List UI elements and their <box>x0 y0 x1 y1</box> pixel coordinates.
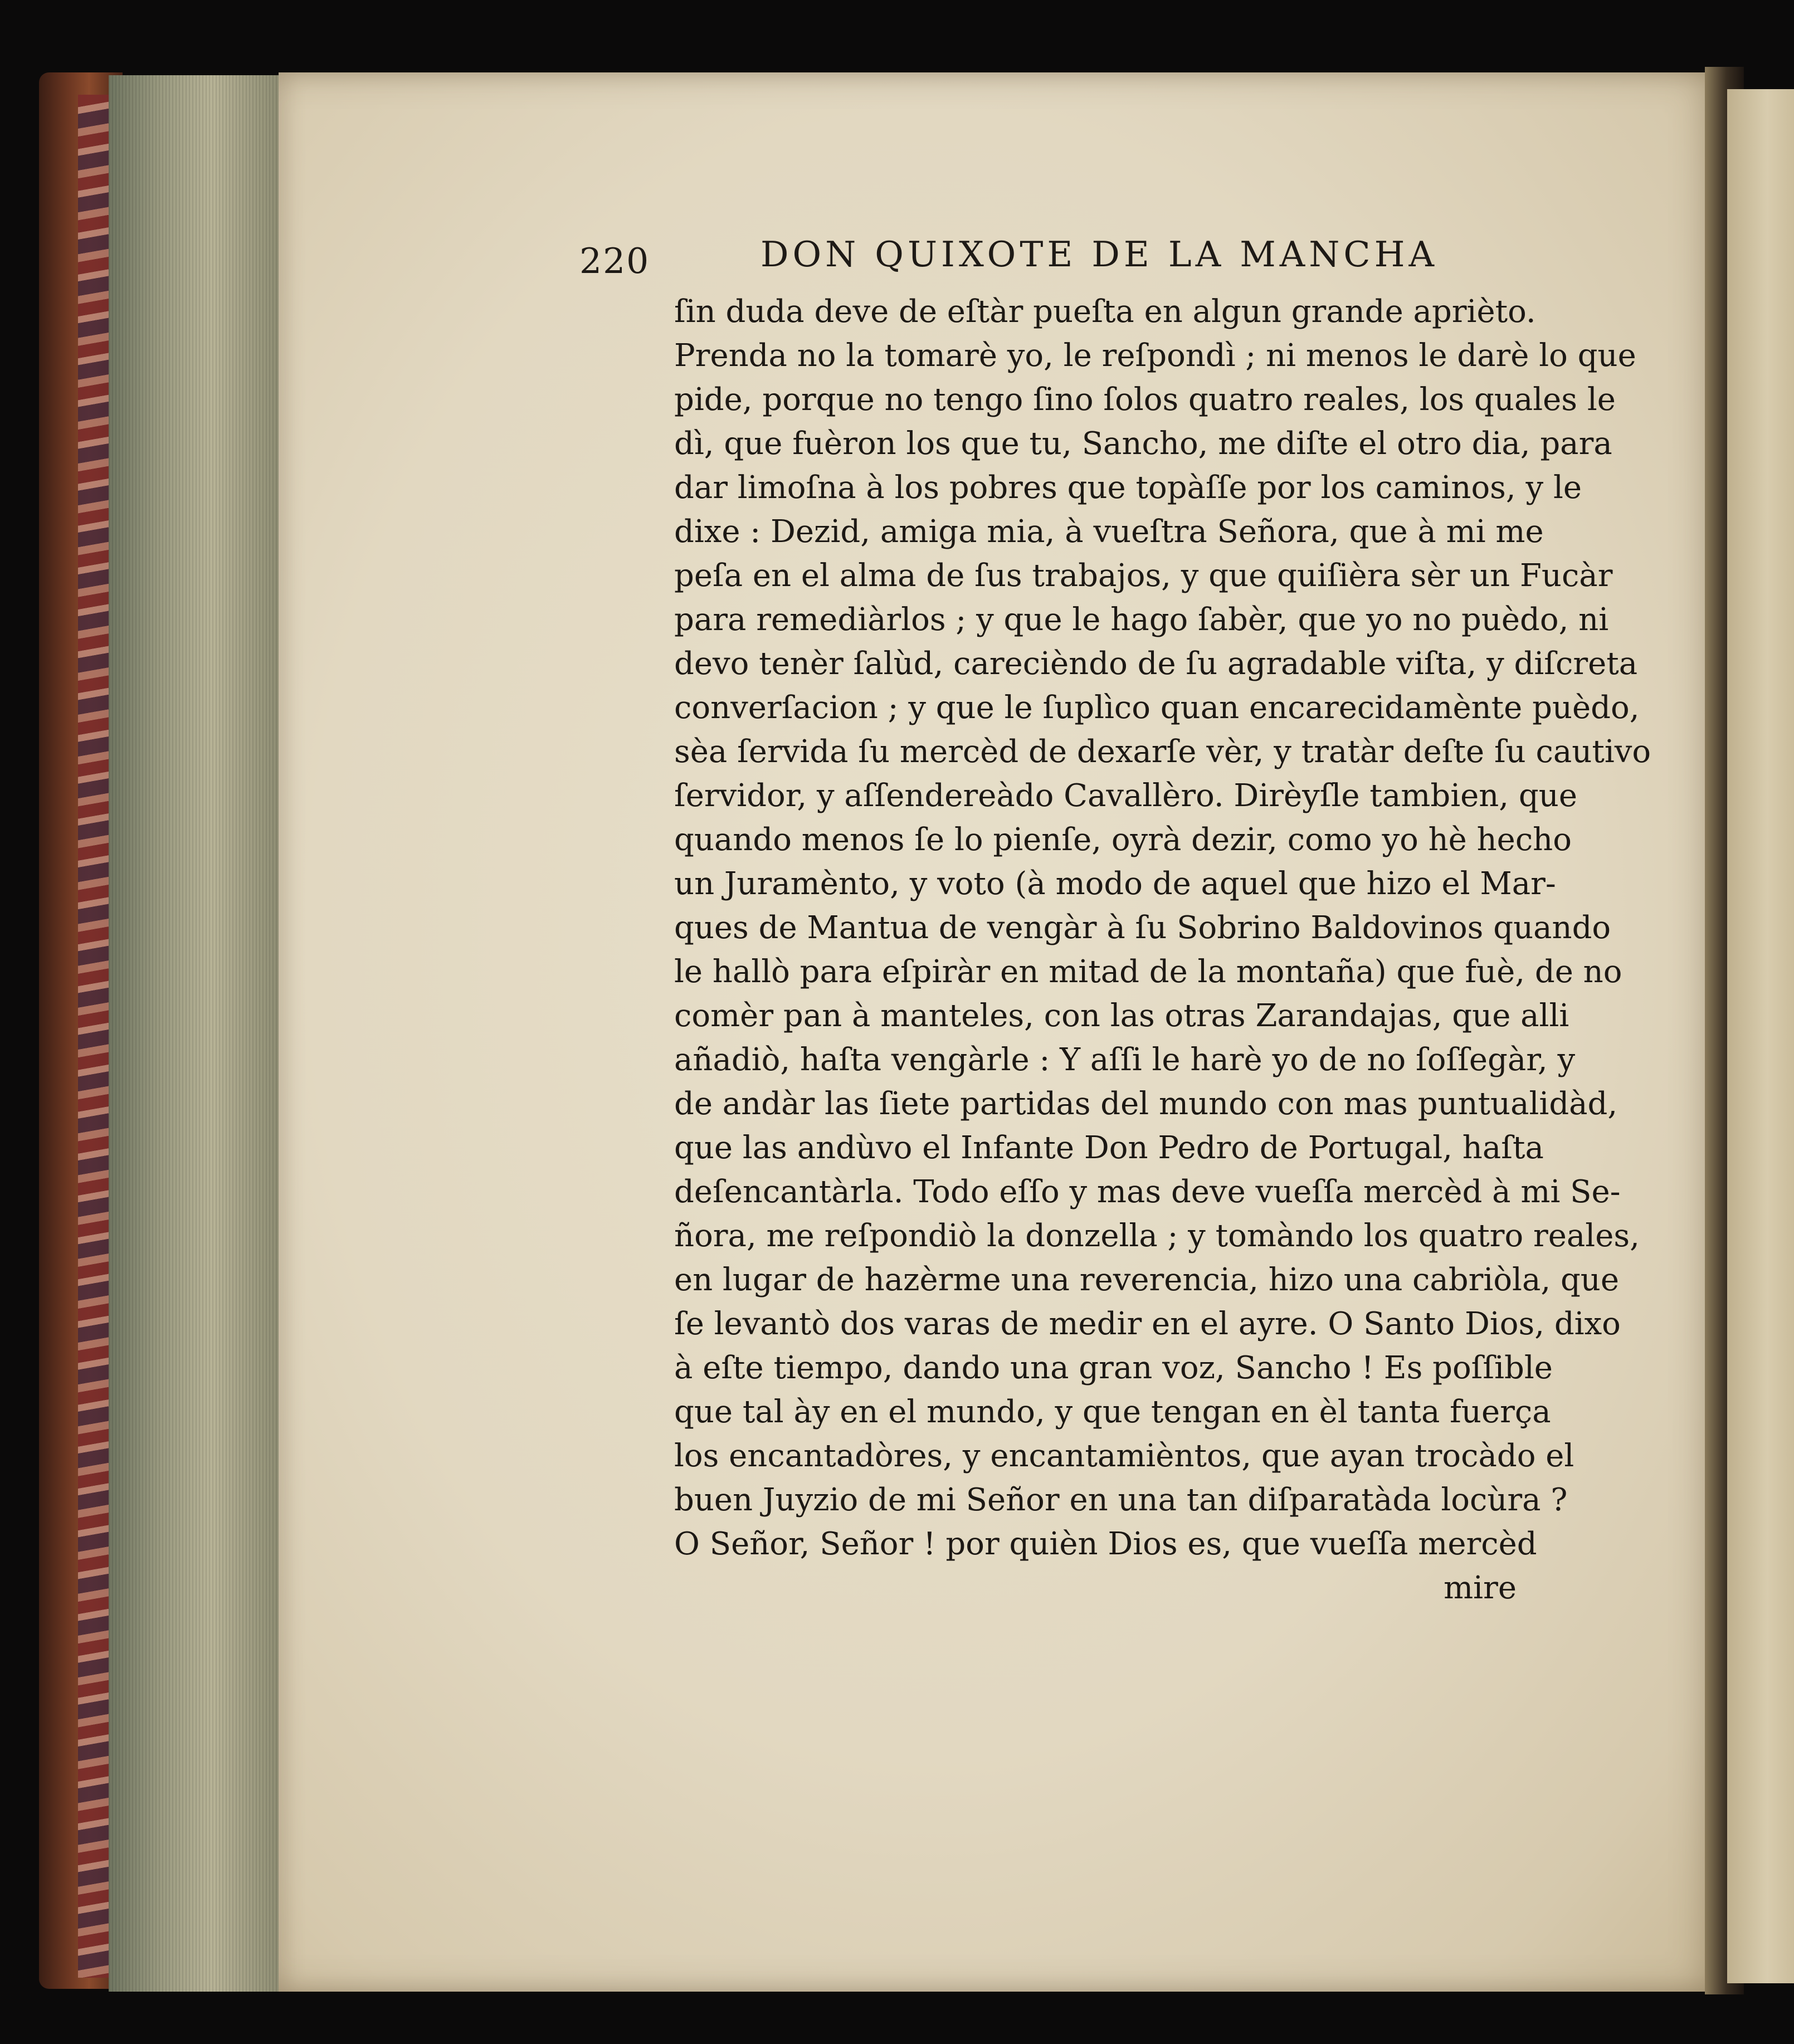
text-line: ñora, me reſpondiò la donzella ; y tomàndo los quatro reales, <box>674 1218 1640 1254</box>
catchword: mire <box>1444 1570 1517 1606</box>
text-line: dixe : Dezid, amiga mia, à vueſtra Señora, que à mi me <box>674 514 1544 550</box>
text-line: Prenda no la tomarè yo, le reſpondì ; ni menos le darè lo que <box>674 338 1636 374</box>
running-head-title: DON QUIXOTE DE LA MANCHA <box>760 234 1439 275</box>
text-line: quando menos ſe lo pienſe, oyrà dezir, como yo hè hecho <box>674 822 1572 858</box>
text-line: à eſte tiempo, dando una gran voz, Sancho ! Es poſſible <box>674 1350 1553 1386</box>
text-line: O Señor, Señor ! por quièn Dios es, que vueſſa mercèd <box>674 1526 1537 1562</box>
text-line: ſervidor, y aſſendereàdo Cavallèro. Dirèyſle tambien, que <box>674 778 1577 814</box>
text-line: que tal ày en el mundo, y que tengan en èl tanta fuerça <box>674 1394 1551 1430</box>
facing-page-edge <box>1727 89 1794 1983</box>
running-header <box>579 234 1515 284</box>
page-number: 220 <box>579 241 650 281</box>
marbled-endpaper <box>78 95 111 1978</box>
text-line: ques de Mantua de vengàr à ſu Sobrino Baldovinos quando <box>674 910 1611 946</box>
text-line: devo tenèr ſalùd, carecièndo de ſu agradable viſta, y diſcreta <box>674 646 1638 682</box>
text-line: que las andùvo el Infante Don Pedro de Portugal, haſta <box>674 1130 1544 1166</box>
text-line: un Juramènto, y voto (à modo de aquel que hizo el Mar- <box>674 866 1556 902</box>
text-line: deſencantàrla. Todo eſſo y mas deve vueſſa mercèd à mi Se- <box>674 1174 1621 1210</box>
text-line: dar limoſna à los pobres que topàſſe por los caminos, y le <box>674 470 1582 506</box>
text-line: ſin duda deve de eſtàr pueſta en algun grande aprièto. <box>674 294 1536 330</box>
text-line: ſe levantò dos varas de medir en el ayre. O Santo Dios, dixo <box>674 1306 1621 1342</box>
text-line: comèr pan à manteles, con las otras Zarandajas, que alli <box>674 998 1569 1034</box>
page-fore-edges <box>109 75 281 1992</box>
text-line: buen Juyzio de mi Señor en una tan diſparatàda locùra ? <box>674 1482 1568 1518</box>
text-line: añadiò, haſta vengàrle : Y aſſi le harè yo de no ſoſſegàr, y <box>674 1042 1576 1078</box>
text-line: para remediàrlos ; y que le hago ſabèr, que yo no puèdo, ni <box>674 602 1609 638</box>
text-line: sèa ſervida ſu mercèd de dexarſe vèr, y tratàr deſte ſu cautivo <box>674 734 1651 770</box>
text-line: peſa en el alma de ſus trabajos, y que quiſièra sèr un Fucàr <box>674 558 1613 594</box>
body-text <box>674 290 1651 1610</box>
text-line: le hallò para eſpiràr en mitad de la montaña) que fuè, de no <box>674 954 1622 990</box>
text-line: pide, porque no tengo ſino ſolos quatro reales, los quales le <box>674 382 1616 418</box>
text-line: los encantadòres, y encantamièntos, que ayan trocàdo el <box>674 1438 1574 1474</box>
text-line: converſacion ; y que le ſuplìco quan encarecidamènte puèdo, <box>674 690 1640 726</box>
text-line: dì, que fuèron los que tu, Sancho, me diſte el otro dia, para <box>674 426 1612 462</box>
text-line: en lugar de hazèrme una reverencia, hizo una cabriòla, que <box>674 1262 1619 1298</box>
text-line: de andàr las ſiete partidas del mundo con mas puntualidàd, <box>674 1086 1618 1122</box>
